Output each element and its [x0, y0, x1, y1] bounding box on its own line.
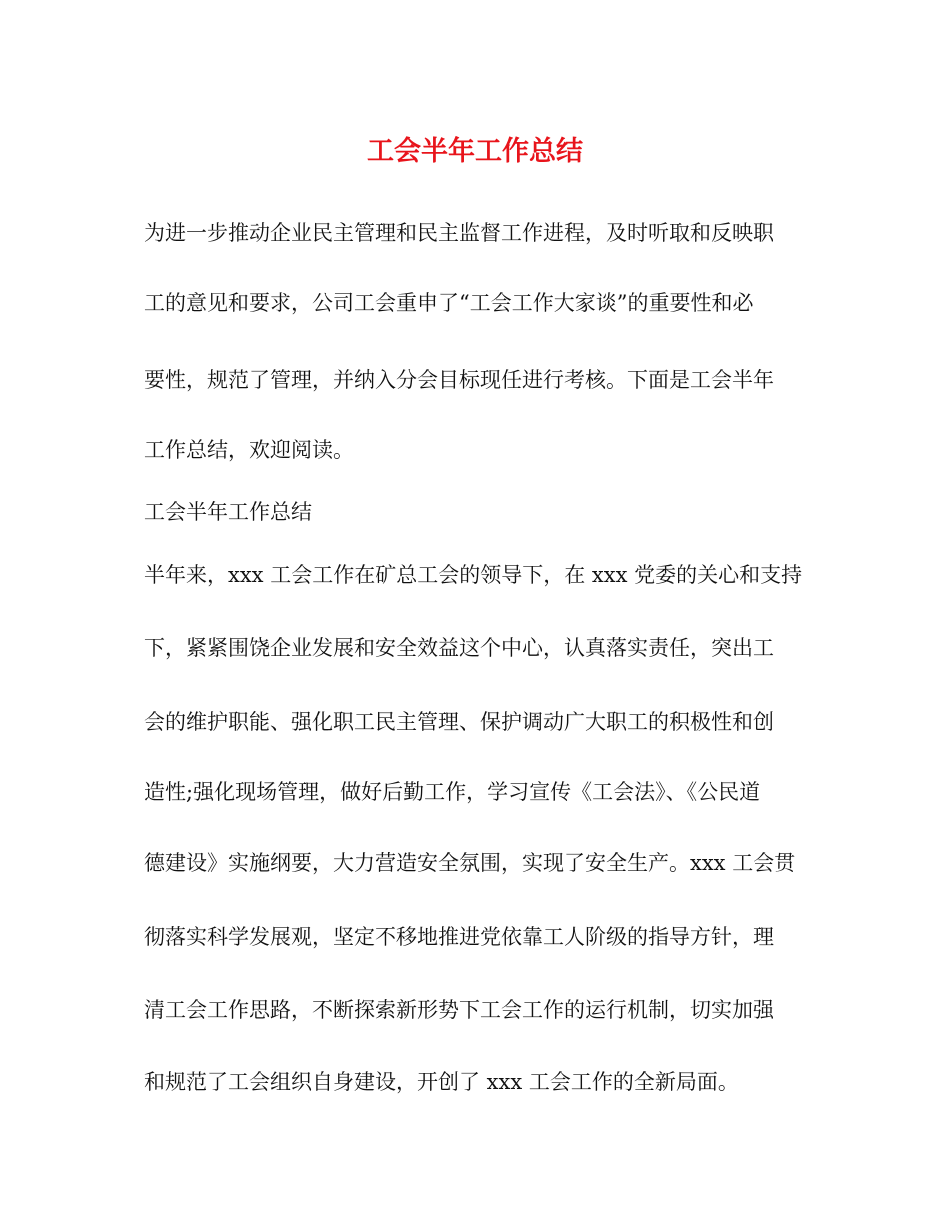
body-line-6: 彻落实科学发展观，坚定不移地推进党依靠工人阶级的指导方针，理 — [144, 925, 774, 949]
intro-line-2: 工的意见和要求，公司工会重申了“工会工作大家谈”的重要性和必 — [144, 291, 754, 315]
body-line-7: 清工会工作思路，不断探索新形势下工会工作的运行机制，切实加强 — [144, 998, 774, 1022]
body-line-1: 半年来，xxx 工会工作在矿总工会的领导下，在 xxx 党委的关心和支持 — [144, 563, 803, 587]
intro-line-1: 为进一步推动企业民主管理和民主监督工作进程，及时听取和反映职 — [144, 221, 774, 245]
body-line-3: 会的维护职能、强化职工民主管理、保护调动广大职工的积极性和创 — [144, 710, 774, 734]
intro-line-3: 要性，规范了管理，并纳入分会目标现任进行考核。下面是工会半年 — [144, 368, 774, 392]
section-subtitle: 工会半年工作总结 — [144, 500, 312, 524]
body-line-4: 造性;强化现场管理，做好后勤工作，学习宣传《工会法》、《公民道 — [144, 780, 761, 804]
intro-line-4: 工作总结，欢迎阅读。 — [144, 438, 354, 462]
body-line-2: 下，紧紧围饶企业发展和安全效益这个中心，认真落实责任，突出工 — [144, 636, 774, 660]
document-title: 工会半年工作总结 — [367, 136, 583, 167]
body-line-8: 和规范了工会组织自身建设，开创了 xxx 工会工作的全新局面。 — [144, 1070, 739, 1094]
body-line-5: 德建设》实施纲要，大力营造安全氛围，实现了安全生产。xxx 工会贯 — [144, 851, 796, 875]
